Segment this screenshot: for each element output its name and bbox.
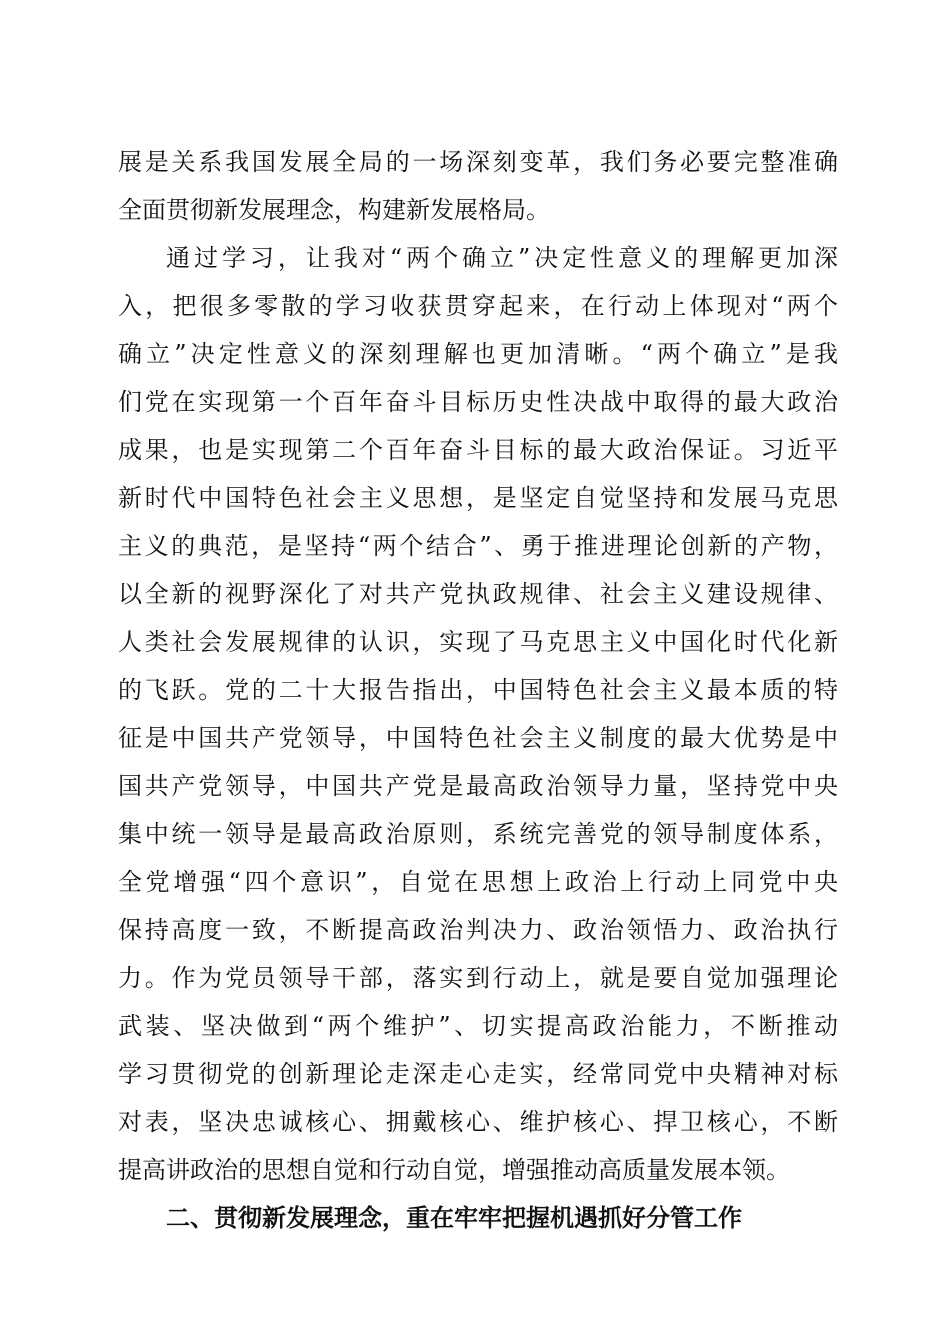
paragraph-line: 入，把很多零散的学习收获贯穿起来，在行动上体现对“两个 [118,292,838,320]
paragraph-line: 集中统一领导是最高政治原则，系统完善党的领导制度体系， [118,820,838,848]
paragraph-line: 成果，也是实现第二个百年奋斗目标的最大政治保证。习近平 [118,436,838,464]
paragraph-line: 全面贯彻新发展理念，构建新发展格局。 [118,196,550,224]
paragraph-line: 武装、坚决做到“两个维护”、切实提高政治能力，不断推动 [118,1012,838,1040]
paragraph-line: 力。作为党员领导干部，落实到行动上，就是要自觉加强理论 [118,964,838,992]
paragraph-line: 人类社会发展规律的认识，实现了马克思主义中国化时代化新 [118,628,838,656]
paragraph-line: 国共产党领导，中国共产党是最高政治领导力量，坚持党中央 [118,772,838,800]
paragraph-line: 通过学习，让我对“两个确立”决定性意义的理解更加深 [166,244,838,272]
paragraph-line: 学习贯彻党的创新理论走深走心走实，经常同党中央精神对标 [118,1060,838,1088]
paragraph-line: 的飞跃。党的二十大报告指出，中国特色社会主义最本质的特 [118,676,838,704]
paragraph-line: 展是关系我国发展全局的一场深刻变革，我们务必要完整准确 [118,148,838,176]
paragraph-line: 征是中国共产党领导，中国特色社会主义制度的最大优势是中 [118,724,838,752]
paragraph-line: 主义的典范，是坚持“两个结合”、勇于推进理论创新的产物， [118,532,838,560]
paragraph-line: 新时代中国特色社会主义思想，是坚定自觉坚持和发展马克思 [118,484,838,512]
paragraph-line: 确立”决定性意义的深刻理解也更加清晰。“两个确立”是我 [118,340,838,368]
paragraph-line: 以全新的视野深化了对共产党执政规律、社会主义建设规律、 [118,580,838,608]
paragraph-line: 对表，坚决忠诚核心、拥戴核心、维护核心、捍卫核心，不断 [118,1108,838,1136]
paragraph-line: 保持高度一致，不断提高政治判决力、政治领悟力、政治执行 [118,916,838,944]
paragraph-line: 们党在实现第一个百年奋斗目标历史性决战中取得的最大政治 [118,388,838,416]
section-heading: 二、贯彻新发展理念，重在牢牢把握机遇抓好分管工作 [166,1204,742,1232]
paragraph-line: 全党增强“四个意识”，自觉在思想上政治上行动上同党中央 [118,868,838,896]
paragraph-line: 提高讲政治的思想自觉和行动自觉，增强推动高质量发展本领。 [118,1156,790,1184]
